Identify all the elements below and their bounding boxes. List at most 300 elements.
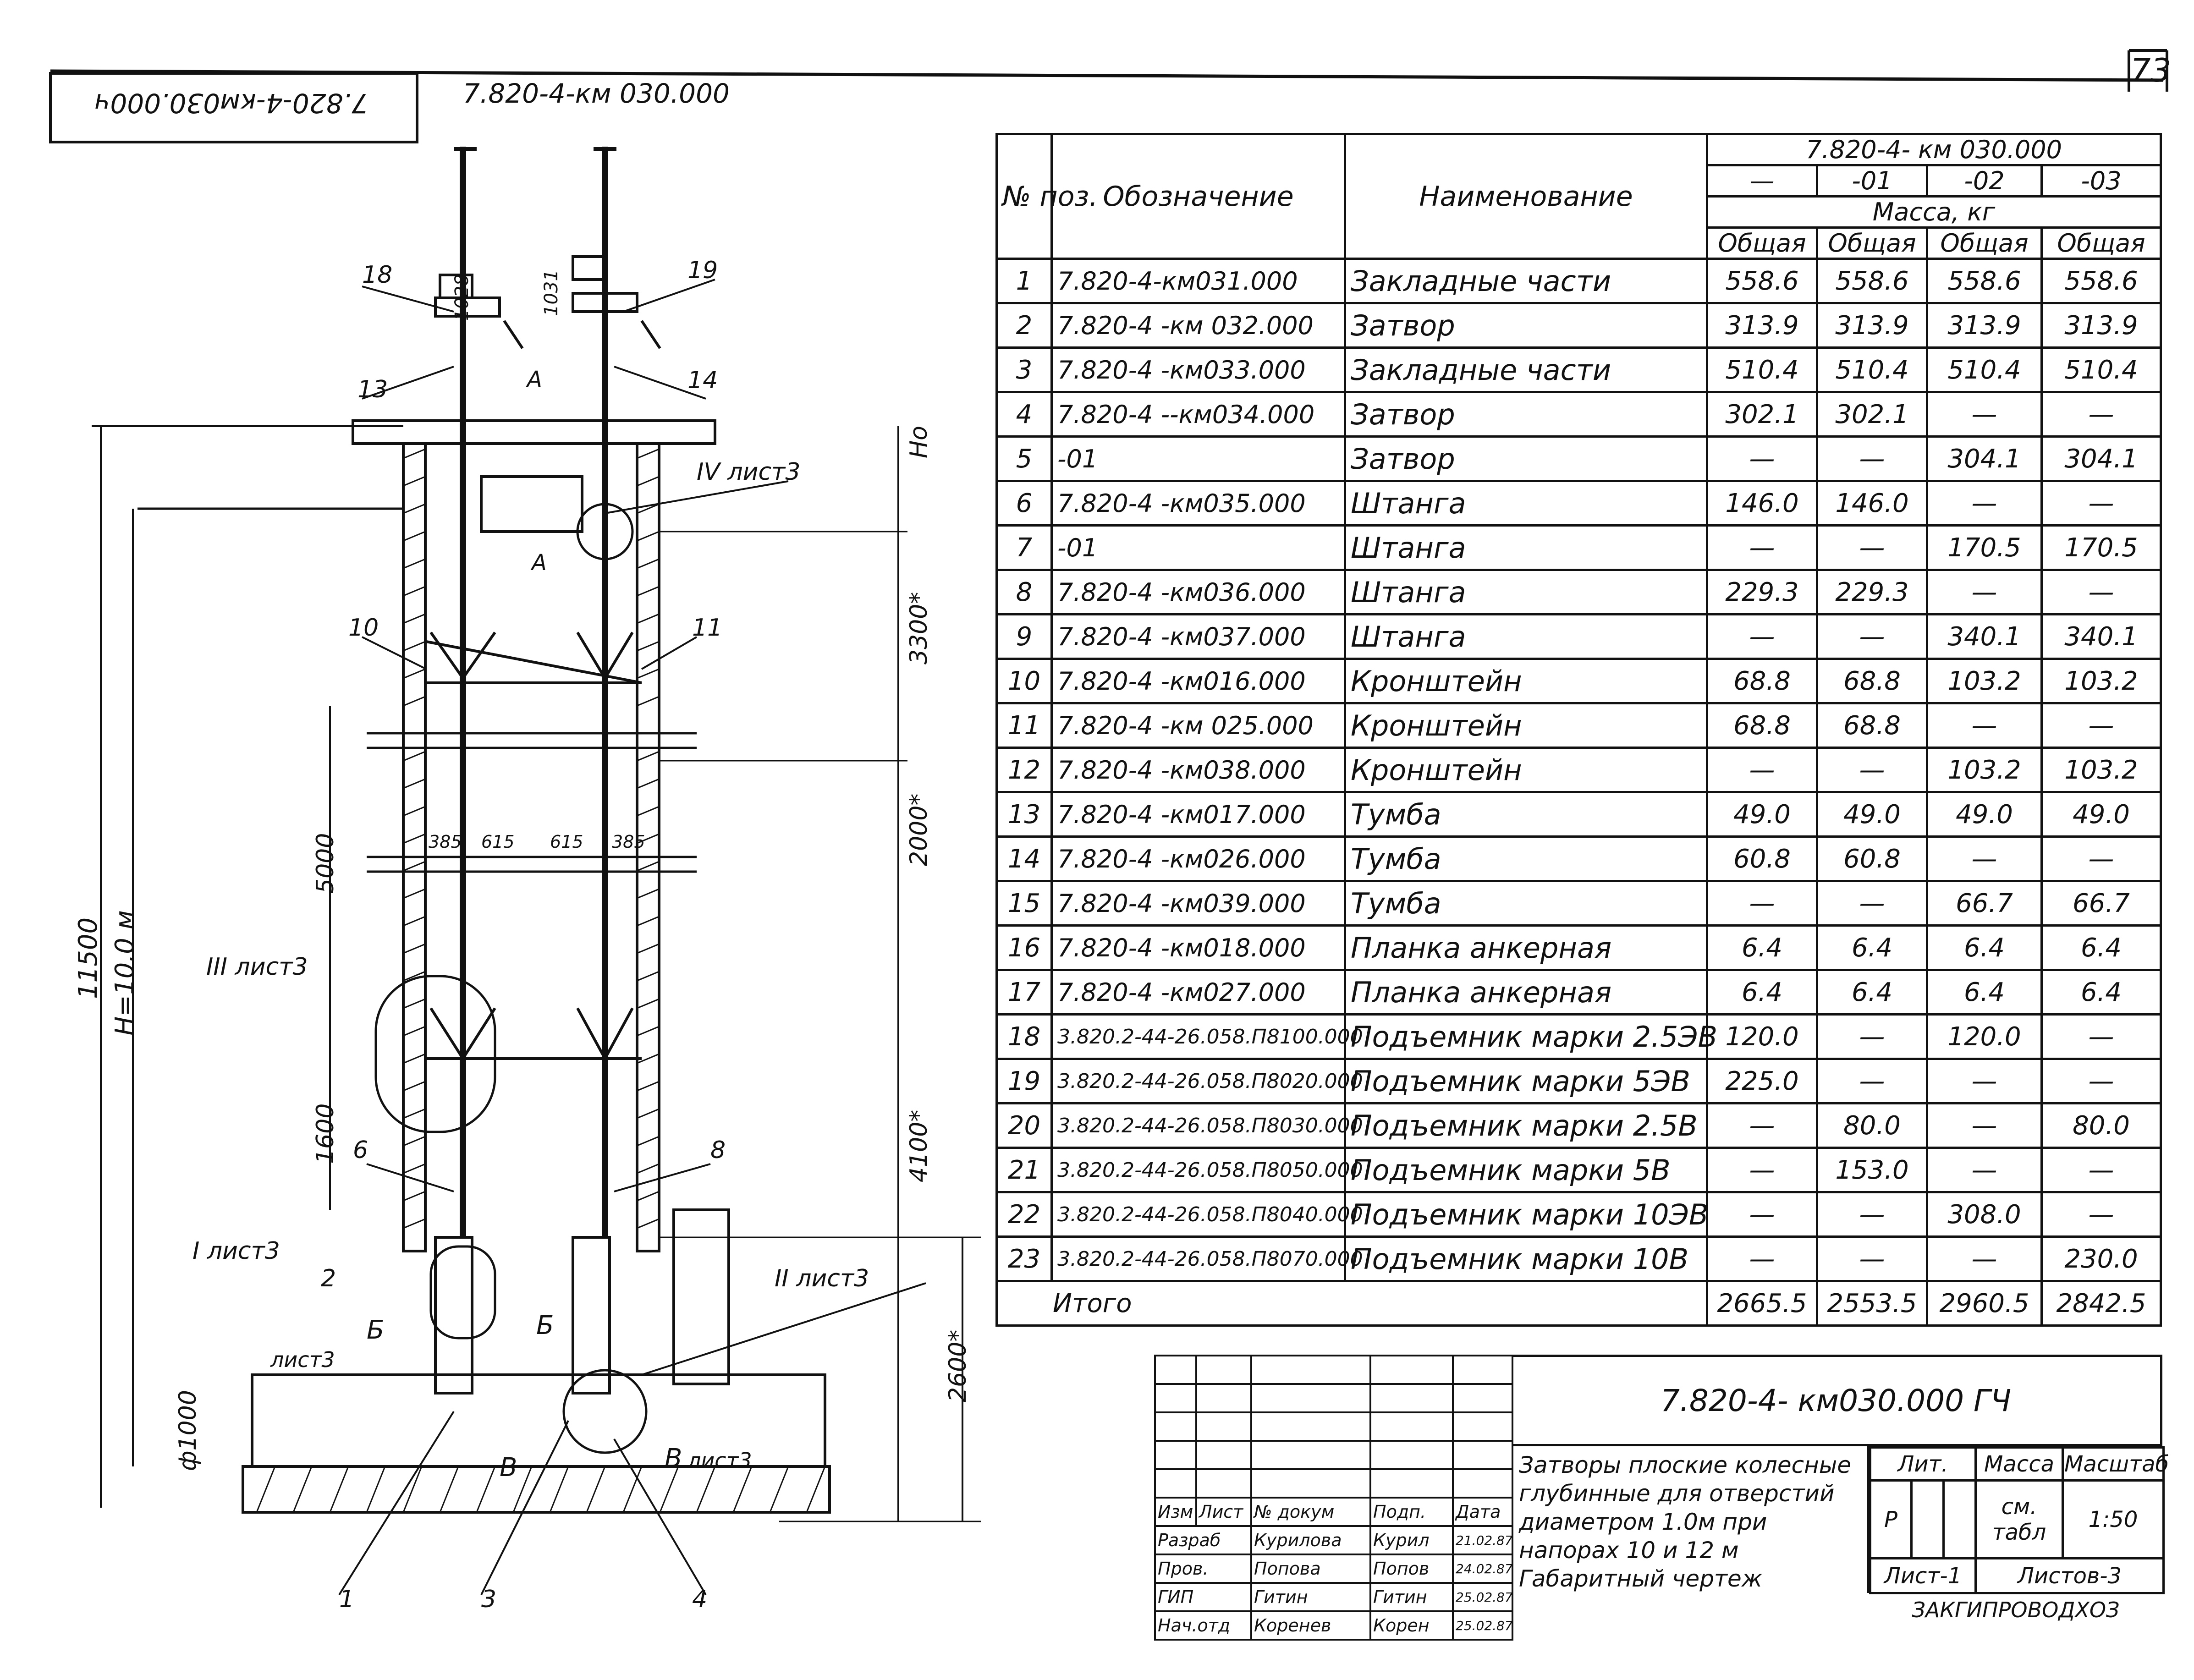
spec-mass-2: 558.6 xyxy=(1927,259,2042,303)
spec-row xyxy=(997,748,2161,792)
dim-3300: 3300* xyxy=(905,592,933,664)
spec-mass-2: 510.4 xyxy=(1927,348,2042,392)
spec-mass-2: — xyxy=(1927,392,2042,437)
spec-name: Закладные части xyxy=(1345,259,1707,303)
spec-name: Планка анкерная xyxy=(1345,970,1707,1015)
title-desc-line: напорах 10 и 12 м xyxy=(1519,1537,1739,1564)
section-v-right: В xyxy=(665,1444,682,1473)
col-izm: Изм xyxy=(1155,1498,1196,1526)
spec-mass-2: 308.0 xyxy=(1927,1192,2042,1237)
dim-ho: Нo xyxy=(905,426,933,458)
spec-mass-3: 558.6 xyxy=(2042,259,2161,303)
spec-pos: 16 xyxy=(997,926,1052,970)
dim-h10: Н=10.0 м xyxy=(110,910,140,1036)
spec-designation: 7.820-4 -км017.000 xyxy=(1052,792,1345,837)
spec-mass-3: — xyxy=(2042,392,2161,437)
spec-pos: 14 xyxy=(997,837,1052,881)
header-pos: № поз. xyxy=(997,134,1052,259)
spec-name: Тумба xyxy=(1345,792,1707,837)
staff-row xyxy=(1155,1526,1512,1554)
spec-mass-3: — xyxy=(2042,1015,2161,1059)
spec-mass-0: — xyxy=(1707,1104,1817,1148)
organization: ЗАКГИПРОВОДХОЗ xyxy=(1912,1598,2120,1622)
spec-mass-2: 313.9 xyxy=(1927,303,2042,348)
spec-mass-1: — xyxy=(1817,1015,1927,1059)
sheet-number: 73 xyxy=(2130,52,2172,89)
spec-mass-1: 60.8 xyxy=(1817,837,1927,881)
spec-name: Подъемник марки 2.5ЭВ xyxy=(1345,1015,1707,1059)
spec-mass-2: 6.4 xyxy=(1927,970,2042,1015)
spec-pos: 6 xyxy=(997,481,1052,526)
spec-designation: 7.820-4-км031.000 xyxy=(1052,259,1345,303)
staff-name: Попова xyxy=(1251,1554,1370,1583)
title-desc-line: Затворы плоские колесные xyxy=(1519,1452,1851,1478)
spec-mass-0: 558.6 xyxy=(1707,259,1817,303)
spec-pos: 10 xyxy=(997,659,1052,703)
spec-mass-2: — xyxy=(1927,1059,2042,1104)
spec-pos: 9 xyxy=(997,615,1052,659)
spec-pos: 22 xyxy=(997,1192,1052,1237)
dim-2600: 2600* xyxy=(944,1329,972,1402)
spec-mass-1: — xyxy=(1817,748,1927,792)
spec-mass-2: 340.1 xyxy=(1927,615,2042,659)
detail-ii-circle xyxy=(564,1370,646,1453)
spec-mass-1: 302.1 xyxy=(1817,392,1927,437)
section-b-left: Б xyxy=(367,1315,385,1345)
spec-designation: -01 xyxy=(1052,526,1345,570)
spec-mass-3: 6.4 xyxy=(2042,926,2161,970)
mass-value: см. табл xyxy=(1976,1481,2063,1559)
spec-name: Кронштейн xyxy=(1345,703,1707,748)
spec-pos: 17 xyxy=(997,970,1052,1015)
spec-name: Штанга xyxy=(1345,570,1707,615)
spec-mass-1: 68.8 xyxy=(1817,659,1927,703)
spec-mass-1: — xyxy=(1817,1192,1927,1237)
header-total-0: Общая xyxy=(1707,228,1817,259)
spec-mass-0: 510.4 xyxy=(1707,348,1817,392)
title-desc-line: диаметром 1.0м при xyxy=(1519,1509,1767,1535)
dim-11500: 11500 xyxy=(73,917,103,999)
spec-mass-0: 60.8 xyxy=(1707,837,1817,881)
spec-mass-0: — xyxy=(1707,437,1817,481)
spec-name: Затвор xyxy=(1345,392,1707,437)
spec-designation: 3.820.2-44-26.058.П8040.000 xyxy=(1052,1192,1345,1237)
rotated-stamp: 7.820-4-км030.000ч xyxy=(94,88,368,119)
title-block-grid xyxy=(1154,1355,1513,1641)
pos-8: 8 xyxy=(710,1136,726,1164)
spec-designation: 3.820.2-44-26.058.П8070.000 xyxy=(1052,1237,1345,1281)
spec-mass-2: 66.7 xyxy=(1927,881,2042,926)
spec-name: Подъемник марки 5В xyxy=(1345,1148,1707,1192)
spec-designation: -01 xyxy=(1052,437,1345,481)
spec-pos: 8 xyxy=(997,570,1052,615)
spec-mass-3: 510.4 xyxy=(2042,348,2161,392)
spec-name: Кронштейн xyxy=(1345,748,1707,792)
spec-pos: 11 xyxy=(997,703,1052,748)
spec-row xyxy=(997,881,2161,926)
drawing-code-top: 7.820-4-км 030.000 xyxy=(463,78,730,109)
spec-designation: 7.820-4 -км027.000 xyxy=(1052,970,1345,1015)
spec-mass-3: 66.7 xyxy=(2042,881,2161,926)
spec-mass-0: — xyxy=(1707,526,1817,570)
spec-mass-1: 80.0 xyxy=(1817,1104,1927,1148)
leader-lines xyxy=(339,280,926,1595)
spec-name: Кронштейн xyxy=(1345,659,1707,703)
dim-5000: 5000 xyxy=(312,833,339,894)
spec-row xyxy=(997,570,2161,615)
spec-designation: 3.820.2-44-26.058.П8020.000 xyxy=(1052,1059,1345,1104)
spec-designation: 7.820-4 -км037.000 xyxy=(1052,615,1345,659)
sheets-label: Листов-3 xyxy=(1976,1559,2164,1593)
spec-mass-0: — xyxy=(1707,1148,1817,1192)
spec-pos: 19 xyxy=(997,1059,1052,1104)
header-var-03: -03 xyxy=(2042,165,2161,197)
spec-name: Тумба xyxy=(1345,837,1707,881)
spec-mass-2: 103.2 xyxy=(1927,748,2042,792)
spec-pos: 7 xyxy=(997,526,1052,570)
title-header-row xyxy=(1155,1498,1512,1526)
spec-row xyxy=(997,926,2161,970)
total-mass-3: 2842.5 xyxy=(2042,1281,2161,1326)
dim-2000: 2000* xyxy=(905,793,933,866)
total-mass-1: 2553.5 xyxy=(1817,1281,1927,1326)
section-b-sheet: лист3 xyxy=(270,1347,335,1372)
spec-row xyxy=(997,792,2161,837)
spec-mass-2: 49.0 xyxy=(1927,792,2042,837)
spec-mass-2: — xyxy=(1927,1104,2042,1148)
staff-row xyxy=(1155,1583,1512,1611)
staff-role: Разраб xyxy=(1155,1526,1251,1554)
col-doc: № докум xyxy=(1251,1498,1370,1526)
spec-pos: 20 xyxy=(997,1104,1052,1148)
spec-mass-1: 49.0 xyxy=(1817,792,1927,837)
spec-mass-2: — xyxy=(1927,1237,2042,1281)
staff-name: Гитин xyxy=(1251,1583,1370,1611)
spec-mass-0: — xyxy=(1707,748,1817,792)
spec-mass-2: — xyxy=(1927,837,2042,881)
spec-row xyxy=(997,348,2161,392)
spec-row xyxy=(997,1015,2161,1059)
scale-label: Масштаб xyxy=(2063,1448,2164,1481)
staff-row xyxy=(1155,1554,1512,1583)
staff-row xyxy=(1155,1611,1512,1640)
spec-mass-2: 103.2 xyxy=(1927,659,2042,703)
spec-mass-1: — xyxy=(1817,526,1927,570)
spec-row xyxy=(997,1148,2161,1192)
title-description xyxy=(1512,1446,1869,1593)
spec-mass-1: — xyxy=(1817,1237,1927,1281)
spec-name: Тумба xyxy=(1345,881,1707,926)
lit-label: Лит. xyxy=(1870,1448,1976,1481)
detail-iii-outline xyxy=(376,976,495,1132)
vertical-pipe xyxy=(674,1210,729,1384)
spec-mass-3: 103.2 xyxy=(2042,659,2161,703)
spec-row xyxy=(997,703,2161,748)
spec-row xyxy=(997,1192,2161,1237)
dim-4100: 4100* xyxy=(905,1109,933,1182)
base-hatching xyxy=(257,1466,825,1512)
dim-1000: ф1000 xyxy=(174,1390,202,1471)
header-total-1: Общая xyxy=(1817,228,1927,259)
spec-mass-0: 229.3 xyxy=(1707,570,1817,615)
spec-mass-0: 302.1 xyxy=(1707,392,1817,437)
spec-row xyxy=(997,259,2161,303)
header-mass: Масса, кг xyxy=(1707,197,2161,228)
spec-name: Подъемник марки 2.5В xyxy=(1345,1104,1707,1148)
spec-designation: 7.820-4 -км016.000 xyxy=(1052,659,1345,703)
spec-designation: 7.820-4 -км018.000 xyxy=(1052,926,1345,970)
spec-mass-2: — xyxy=(1927,1148,2042,1192)
staff-sign: Корен xyxy=(1370,1611,1453,1640)
detail-i-outline xyxy=(431,1246,495,1338)
col-list: Лист xyxy=(1196,1498,1251,1526)
pos-6: 6 xyxy=(353,1136,368,1164)
spec-mass-2: 170.5 xyxy=(1927,526,2042,570)
spec-name: Штанга xyxy=(1345,526,1707,570)
spec-designation: 7.820-4 -км026.000 xyxy=(1052,837,1345,881)
well-structure xyxy=(92,147,981,1595)
spec-designation: 3.820.2-44-26.058.П8050.000 xyxy=(1052,1148,1345,1192)
spec-row xyxy=(997,1237,2161,1281)
pos-1: 1 xyxy=(339,1586,355,1613)
title-code: 7.820-4- км030.000 ГЧ xyxy=(1512,1355,2162,1446)
pos-11: 11 xyxy=(692,614,723,642)
title-block xyxy=(1154,1355,2169,1636)
spec-mass-3: 103.2 xyxy=(2042,748,2161,792)
spec-mass-0: 6.4 xyxy=(1707,970,1817,1015)
width-385-left: 385 xyxy=(429,832,462,852)
section-a-mid: А xyxy=(532,550,547,576)
spec-mass-1: 68.8 xyxy=(1817,703,1927,748)
lifter-right xyxy=(573,257,605,280)
spec-row xyxy=(997,303,2161,348)
header-designation: Обозначение xyxy=(1052,134,1345,259)
spec-mass-3: 170.5 xyxy=(2042,526,2161,570)
staff-rows xyxy=(1155,1526,1512,1640)
spec-designation: 3.820.2-44-26.058.П8100.000 xyxy=(1052,1015,1345,1059)
spec-pos: 12 xyxy=(997,748,1052,792)
spec-mass-3: 340.1 xyxy=(2042,615,2161,659)
spec-mass-1: 6.4 xyxy=(1817,970,1927,1015)
section-v-left: В xyxy=(500,1453,517,1482)
spec-name: Затвор xyxy=(1345,437,1707,481)
spec-name: Подъемник марки 10В xyxy=(1345,1237,1707,1281)
spec-designation: 7.820-4 -км 032.000 xyxy=(1052,303,1345,348)
section-v-sheet: лист3 xyxy=(687,1448,752,1473)
spec-row xyxy=(997,437,2161,481)
staff-date: 21.02.87 xyxy=(1453,1526,1512,1554)
callout-i: I лист3 xyxy=(192,1237,280,1265)
spec-row xyxy=(997,526,2161,570)
pos-2: 2 xyxy=(321,1265,336,1292)
spec-mass-1: 153.0 xyxy=(1817,1148,1927,1192)
section-a-top: А xyxy=(527,367,542,392)
spec-pos: 4 xyxy=(997,392,1052,437)
spec-row xyxy=(997,1059,2161,1104)
spec-row xyxy=(997,481,2161,526)
spec-mass-3: 6.4 xyxy=(2042,970,2161,1015)
spec-mass-0: 225.0 xyxy=(1707,1059,1817,1104)
title-desc-line: глубинные для отверстий xyxy=(1519,1480,1835,1507)
spec-row xyxy=(997,659,2161,703)
staff-role: ГИП xyxy=(1155,1583,1251,1611)
spec-pos: 21 xyxy=(997,1148,1052,1192)
spec-designation: 7.820-4 -км035.000 xyxy=(1052,481,1345,526)
header-var-01: -01 xyxy=(1817,165,1927,197)
dim-1028: 1028 xyxy=(451,274,473,321)
spec-mass-2: 120.0 xyxy=(1927,1015,2042,1059)
spec-mass-1: — xyxy=(1817,1059,1927,1104)
spec-mass-1: 510.4 xyxy=(1817,348,1927,392)
spec-designation: 3.820.2-44-26.058.П8030.000 xyxy=(1052,1104,1345,1148)
staff-name: Коренев xyxy=(1251,1611,1370,1640)
base-slab xyxy=(243,1466,830,1512)
col-date: Дата xyxy=(1453,1498,1512,1526)
header-total-3: Общая xyxy=(2042,228,2161,259)
spec-mass-3: 49.0 xyxy=(2042,792,2161,837)
spec-mass-3: — xyxy=(2042,1148,2161,1192)
pos-3: 3 xyxy=(481,1586,497,1613)
spec-row xyxy=(997,1104,2161,1148)
spec-mass-2: 6.4 xyxy=(1927,926,2042,970)
spec-mass-3: — xyxy=(2042,570,2161,615)
spec-designation: 7.820-4 -км038.000 xyxy=(1052,748,1345,792)
spec-mass-3: 230.0 xyxy=(2042,1237,2161,1281)
pos-4: 4 xyxy=(692,1586,708,1613)
total-mass-2: 2960.5 xyxy=(1927,1281,2042,1326)
staff-sign: Попов xyxy=(1370,1554,1453,1583)
header-var-0: — xyxy=(1707,165,1817,197)
staff-role: Нач.отд xyxy=(1155,1611,1251,1640)
spec-pos: 5 xyxy=(997,437,1052,481)
header-group-code: 7.820-4- км 030.000 xyxy=(1707,134,2161,165)
pos-10: 10 xyxy=(348,614,379,642)
spec-pos: 13 xyxy=(997,792,1052,837)
spec-mass-0: — xyxy=(1707,1192,1817,1237)
header-name: Наименование xyxy=(1345,134,1707,259)
spec-pos: 18 xyxy=(997,1015,1052,1059)
callout-ii: II лист3 xyxy=(775,1265,869,1292)
spec-pos: 1 xyxy=(997,259,1052,303)
title-desc-line: Габаритный чертеж xyxy=(1519,1565,1762,1592)
spec-mass-0: 68.8 xyxy=(1707,703,1817,748)
dim-1031: 1031 xyxy=(541,269,562,316)
spec-designation: 7.820-4 -км036.000 xyxy=(1052,570,1345,615)
callout-iv: IV лист3 xyxy=(697,458,801,486)
header-total-2: Общая xyxy=(1927,228,2042,259)
spec-row xyxy=(997,837,2161,881)
dim-1600: 1600 xyxy=(312,1103,339,1164)
gearbox xyxy=(481,477,582,532)
spec-mass-1: 146.0 xyxy=(1817,481,1927,526)
spec-row xyxy=(997,970,2161,1015)
spec-mass-2: 304.1 xyxy=(1927,437,2042,481)
spec-mass-1: — xyxy=(1817,615,1927,659)
total-label: Итого xyxy=(997,1281,1707,1326)
callout-iii: III лист3 xyxy=(206,953,308,981)
spec-mass-0: — xyxy=(1707,615,1817,659)
spec-pos: 2 xyxy=(997,303,1052,348)
spec-name: Планка анкерная xyxy=(1345,926,1707,970)
lit-value: Р xyxy=(1870,1481,1912,1559)
header-var-02: -02 xyxy=(1927,165,2042,197)
section-b-right: Б xyxy=(536,1311,554,1340)
spec-mass-0: 49.0 xyxy=(1707,792,1817,837)
spec-mass-2: — xyxy=(1927,481,2042,526)
spec-mass-1: 558.6 xyxy=(1817,259,1927,303)
staff-name: Курилова xyxy=(1251,1526,1370,1554)
spec-pos: 23 xyxy=(997,1237,1052,1281)
mass-label: Масса xyxy=(1976,1448,2063,1481)
spec-mass-0: 146.0 xyxy=(1707,481,1817,526)
spec-mass-2: — xyxy=(1927,703,2042,748)
total-row xyxy=(997,1281,2161,1326)
spec-name: Подъемник марки 5ЭВ xyxy=(1345,1059,1707,1104)
spec-designation: 7.820-4 -км033.000 xyxy=(1052,348,1345,392)
gate-slot-left xyxy=(435,1237,472,1393)
spec-mass-1: — xyxy=(1817,437,1927,481)
pos-13: 13 xyxy=(357,376,388,403)
staff-date: 25.02.87 xyxy=(1453,1583,1512,1611)
spec-mass-1: 6.4 xyxy=(1817,926,1927,970)
spec-designation: 7.820-4 -км039.000 xyxy=(1052,881,1345,926)
spec-name: Затвор xyxy=(1345,303,1707,348)
spec-mass-2: — xyxy=(1927,570,2042,615)
staff-role: Пров. xyxy=(1155,1554,1251,1583)
spec-designation: 7.820-4 -км 025.000 xyxy=(1052,703,1345,748)
spec-mass-0: 68.8 xyxy=(1707,659,1817,703)
spec-mass-0: 6.4 xyxy=(1707,926,1817,970)
spec-mass-0: — xyxy=(1707,1237,1817,1281)
spec-row xyxy=(997,615,2161,659)
specification-table xyxy=(995,133,2162,1327)
spec-mass-0: 313.9 xyxy=(1707,303,1817,348)
spec-mass-1: 313.9 xyxy=(1817,303,1927,348)
spec-designation: 7.820-4 --км034.000 xyxy=(1052,392,1345,437)
spec-name: Штанга xyxy=(1345,481,1707,526)
scale-value: 1:50 xyxy=(2063,1481,2164,1559)
spec-mass-3: — xyxy=(2042,1059,2161,1104)
spec-mass-3: — xyxy=(2042,481,2161,526)
sheet-label: Лист-1 xyxy=(1870,1559,1976,1593)
pos-19: 19 xyxy=(687,257,718,284)
staff-sign: Гитин xyxy=(1370,1583,1453,1611)
pos-18: 18 xyxy=(362,261,393,289)
specification-rows xyxy=(997,259,2161,1281)
pos-14: 14 xyxy=(687,367,718,394)
width-615-right: 615 xyxy=(550,832,583,852)
staff-date: 25.02.87 xyxy=(1453,1611,1512,1640)
spec-mass-1: 229.3 xyxy=(1817,570,1927,615)
spec-mass-3: 304.1 xyxy=(2042,437,2161,481)
title-meta xyxy=(1869,1446,2169,1594)
spec-mass-3: — xyxy=(2042,1192,2161,1237)
spec-mass-3: — xyxy=(2042,837,2161,881)
spec-row xyxy=(997,392,2161,437)
spec-mass-0: — xyxy=(1707,881,1817,926)
staff-sign: Курил xyxy=(1370,1526,1453,1554)
spec-mass-0: 120.0 xyxy=(1707,1015,1817,1059)
spec-mass-3: — xyxy=(2042,703,2161,748)
spec-pos: 3 xyxy=(997,348,1052,392)
spec-name: Штанга xyxy=(1345,615,1707,659)
staff-date: 24.02.87 xyxy=(1453,1554,1512,1583)
col-sign: Подп. xyxy=(1370,1498,1453,1526)
spec-mass-1: — xyxy=(1817,881,1927,926)
width-615-left: 615 xyxy=(481,832,515,852)
width-385-right: 385 xyxy=(612,832,645,852)
spec-name: Подъемник марки 10ЭВ xyxy=(1345,1192,1707,1237)
